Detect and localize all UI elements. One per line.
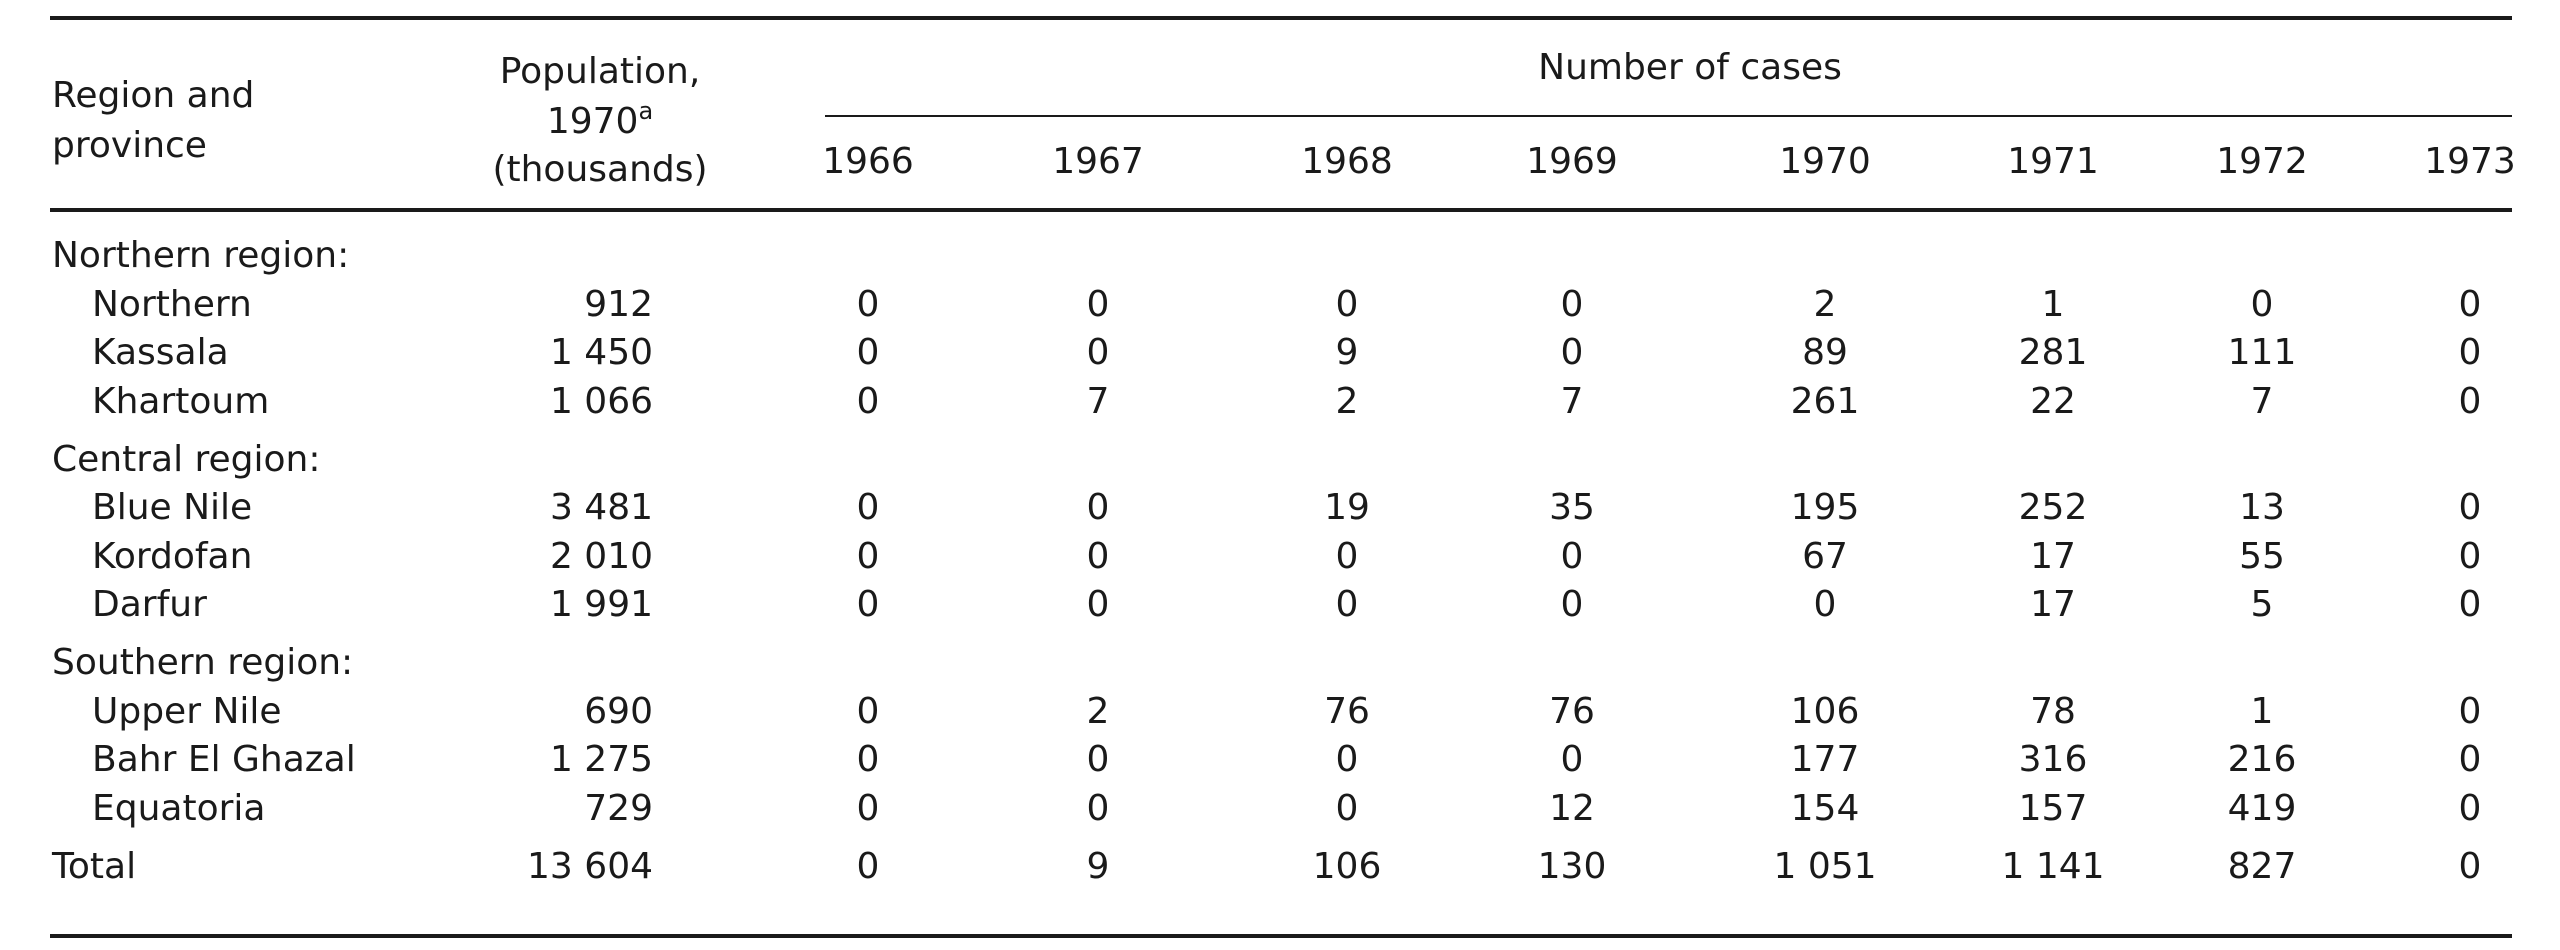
province-population: 1 066 — [549, 381, 653, 422]
cases-cell-1971: 17 — [2030, 584, 2076, 625]
top-rule — [50, 16, 2512, 20]
cases-cell-1973: 0 — [2458, 332, 2482, 373]
year-header-1967: 1967 — [1052, 141, 1144, 182]
total-cases-1973: 0 — [2458, 846, 2482, 887]
population-footnote-marker: a — [638, 97, 654, 125]
cases-cell-1973: 0 — [2458, 691, 2482, 732]
cases-cell-1971: 157 — [2018, 788, 2088, 829]
total-cases-1971: 1 141 — [2001, 846, 2105, 887]
cases-cell-1968: 0 — [1335, 584, 1359, 625]
year-header-1970: 1970 — [1779, 141, 1871, 182]
cases-cell-1968: 0 — [1335, 536, 1359, 577]
province-name: Kordofan — [92, 536, 253, 577]
total-cases-1969: 130 — [1537, 846, 1607, 887]
cases-cell-1972: 419 — [2227, 788, 2297, 829]
total-cases-1968: 106 — [1312, 846, 1382, 887]
cases-cell-1970: 195 — [1790, 487, 1860, 528]
cases-cell-1970: 89 — [1802, 332, 1848, 373]
year-header-1972: 1972 — [2216, 141, 2308, 182]
total-label: Total — [52, 846, 137, 887]
cases-cell-1969: 0 — [1560, 284, 1584, 325]
cases-cell-1971: 252 — [2018, 487, 2088, 528]
province-name: Northern — [92, 284, 252, 325]
cases-cell-1971: 78 — [2030, 691, 2076, 732]
cases-cell-1973: 0 — [2458, 536, 2482, 577]
cases-cell-1967: 0 — [1086, 536, 1110, 577]
cases-cell-1973: 0 — [2458, 487, 2482, 528]
cases-cell-1972: 7 — [2250, 381, 2274, 422]
cases-cell-1969: 7 — [1560, 381, 1584, 422]
cases-cell-1970: 2 — [1813, 284, 1837, 325]
header-bottom-rule — [50, 208, 2512, 212]
province-population: 1 275 — [549, 739, 653, 780]
cases-cell-1973: 0 — [2458, 381, 2482, 422]
cases-cell-1966: 0 — [856, 788, 880, 829]
province-population: 1 991 — [549, 584, 653, 625]
cases-cell-1966: 0 — [856, 584, 880, 625]
group-label: Northern region: — [52, 235, 350, 276]
province-name: Upper Nile — [92, 691, 282, 732]
total-population: 13 604 — [527, 846, 653, 887]
cases-cell-1970: 261 — [1790, 381, 1860, 422]
cases-cell-1969: 0 — [1560, 536, 1584, 577]
province-name: Bahr El Ghazal — [92, 739, 356, 780]
cases-cell-1967: 0 — [1086, 487, 1110, 528]
cases-cell-1971: 22 — [2030, 381, 2076, 422]
cases-cell-1972: 5 — [2250, 584, 2274, 625]
province-population: 912 — [584, 284, 653, 325]
cases-cell-1973: 0 — [2458, 284, 2482, 325]
cases-cell-1966: 0 — [856, 739, 880, 780]
cases-cell-1969: 12 — [1549, 788, 1595, 829]
cases-cell-1967: 0 — [1086, 284, 1110, 325]
cases-cell-1970: 0 — [1813, 584, 1837, 625]
cases-cell-1970: 177 — [1790, 739, 1860, 780]
cases-cell-1970: 106 — [1790, 691, 1860, 732]
year-header-1969: 1969 — [1526, 141, 1618, 182]
cases-cell-1967: 2 — [1086, 691, 1110, 732]
cases-cell-1973: 0 — [2458, 788, 2482, 829]
cases-cell-1971: 17 — [2030, 536, 2076, 577]
total-cases-1972: 827 — [2227, 846, 2297, 887]
year-header-1966: 1966 — [822, 141, 914, 182]
population-header-year: 1970 — [546, 101, 639, 142]
cases-cell-1966: 0 — [856, 381, 880, 422]
cases-cell-1970: 67 — [1802, 536, 1848, 577]
cases-cell-1967: 0 — [1086, 584, 1110, 625]
cases-cell-1966: 0 — [856, 284, 880, 325]
province-population: 1 450 — [549, 332, 653, 373]
year-header-1973: 1973 — [2424, 141, 2516, 182]
cases-cell-1967: 7 — [1086, 381, 1110, 422]
total-cases-1966: 0 — [856, 846, 880, 887]
cases-cell-1973: 0 — [2458, 584, 2482, 625]
cases-cell-1968: 0 — [1335, 284, 1359, 325]
province-name: Kassala — [92, 332, 229, 373]
cases-header-rule — [825, 115, 2512, 117]
year-header-1968: 1968 — [1301, 141, 1393, 182]
cases-cell-1971: 281 — [2018, 332, 2088, 373]
cases-cell-1967: 0 — [1086, 332, 1110, 373]
province-name: Equatoria — [92, 788, 266, 829]
province-population: 2 010 — [549, 536, 653, 577]
cases-cell-1966: 0 — [856, 487, 880, 528]
total-cases-1970: 1 051 — [1773, 846, 1877, 887]
population-header-line2 — [460, 97, 740, 144]
population-header-line1: Population, — [499, 51, 701, 92]
total-cases-1967: 9 — [1086, 846, 1110, 887]
year-header-1971: 1971 — [2007, 141, 2099, 182]
cases-cell-1970: 154 — [1790, 788, 1860, 829]
cases-cell-1969: 35 — [1549, 487, 1595, 528]
cases-cell-1969: 0 — [1560, 739, 1584, 780]
province-name: Darfur — [92, 584, 207, 625]
bottom-rule — [50, 934, 2512, 938]
cases-cell-1969: 0 — [1560, 584, 1584, 625]
province-name: Khartoum — [92, 381, 270, 422]
group-label: Central region: — [52, 439, 321, 480]
cases-cell-1968: 76 — [1324, 691, 1370, 732]
cases-cell-1972: 13 — [2239, 487, 2285, 528]
region-header-line1: Region and — [52, 75, 255, 116]
cases-cell-1969: 0 — [1560, 332, 1584, 373]
cases-cell-1968: 0 — [1335, 739, 1359, 780]
cases-cell-1967: 0 — [1086, 739, 1110, 780]
cases-cell-1968: 9 — [1335, 332, 1359, 373]
cases-cell-1968: 19 — [1324, 487, 1370, 528]
cases-cell-1972: 55 — [2239, 536, 2285, 577]
region-header-line2: province — [52, 125, 207, 166]
cases-cell-1969: 76 — [1549, 691, 1595, 732]
cases-cell-1971: 316 — [2018, 739, 2088, 780]
province-population: 3 481 — [549, 487, 653, 528]
group-label: Southern region: — [52, 642, 354, 683]
cases-header: Number of cases — [1538, 47, 1842, 88]
cases-cell-1966: 0 — [856, 332, 880, 373]
population-header-line3: (thousands) — [492, 149, 708, 190]
cases-cell-1971: 1 — [2041, 284, 2065, 325]
cases-cell-1968: 2 — [1335, 381, 1359, 422]
province-population: 690 — [584, 691, 653, 732]
cases-cell-1972: 1 — [2250, 691, 2274, 732]
cases-cell-1972: 0 — [2250, 284, 2274, 325]
cases-cell-1966: 0 — [856, 691, 880, 732]
cases-cell-1967: 0 — [1086, 788, 1110, 829]
cases-cell-1972: 216 — [2227, 739, 2297, 780]
province-name: Blue Nile — [92, 487, 253, 528]
cases-cell-1968: 0 — [1335, 788, 1359, 829]
cases-cell-1966: 0 — [856, 536, 880, 577]
cases-cell-1973: 0 — [2458, 739, 2482, 780]
cases-cell-1972: 111 — [2227, 332, 2297, 373]
province-population: 729 — [584, 788, 653, 829]
